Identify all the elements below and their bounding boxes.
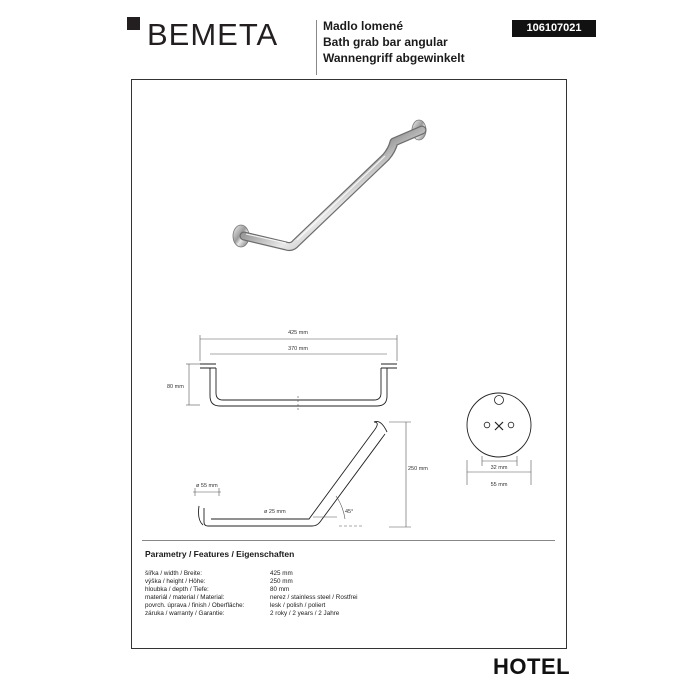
dim-height: 250 mm	[408, 466, 428, 472]
param-value: 2 roky / 2 years / 2 Jahre	[270, 610, 340, 617]
product-code: 106107021	[512, 20, 596, 37]
dim-width-inner: 370 mm	[288, 346, 308, 352]
param-value: 425 mm	[270, 570, 293, 577]
dim-rosette: 55 mm	[490, 482, 508, 488]
title-en: Bath grab bar angular	[323, 35, 448, 49]
section-divider	[142, 540, 555, 541]
param-row	[145, 594, 358, 602]
param-label: hloubka / depth / Tiefe:	[145, 586, 209, 593]
params-heading: Parametry / Features / Eigenschaften	[145, 549, 295, 559]
title-de: Wannengriff abgewinkelt	[323, 51, 465, 65]
param-value: lesk / polish / poliert	[270, 602, 326, 609]
dim-depth: 80 mm	[167, 384, 184, 390]
param-label: povrch. úprava / finish / Oberfläche:	[145, 602, 245, 609]
param-row	[145, 570, 358, 578]
product-photo	[226, 112, 456, 272]
param-row	[145, 578, 358, 586]
dim-width-total: 425 mm	[288, 330, 308, 336]
param-value: 250 mm	[270, 578, 293, 585]
param-value: nerez / stainless steel / Rostfrei	[270, 594, 358, 601]
title-cz: Madlo lomené	[323, 19, 404, 33]
grab-bar-image	[233, 120, 426, 247]
product-titles	[323, 18, 465, 66]
param-value: 80 mm	[270, 586, 290, 593]
brand-name: BEMETA	[147, 17, 279, 52]
logo-square-icon	[127, 17, 140, 30]
dim-hole-span: 32 mm	[490, 465, 508, 471]
technical-drawing	[131, 320, 565, 535]
hotel-label: HOTEL	[493, 654, 571, 679]
param-label: šířka / width / Breite:	[145, 570, 203, 577]
dim-flange-dia: ø 55 mm	[196, 483, 218, 489]
param-label: materiál / material / Material:	[145, 594, 225, 601]
param-row	[145, 586, 358, 594]
dim-tube-dia: ø 25 mm	[264, 509, 286, 515]
dim-angle: 45°	[345, 509, 354, 515]
brand-logo	[127, 17, 305, 51]
param-row	[145, 602, 358, 610]
param-label: výška / height / Höhe:	[145, 578, 206, 585]
header-divider	[316, 20, 317, 75]
param-label: záruka / warranty / Garantie:	[145, 610, 225, 617]
param-row	[145, 610, 358, 618]
params-table	[145, 570, 358, 618]
